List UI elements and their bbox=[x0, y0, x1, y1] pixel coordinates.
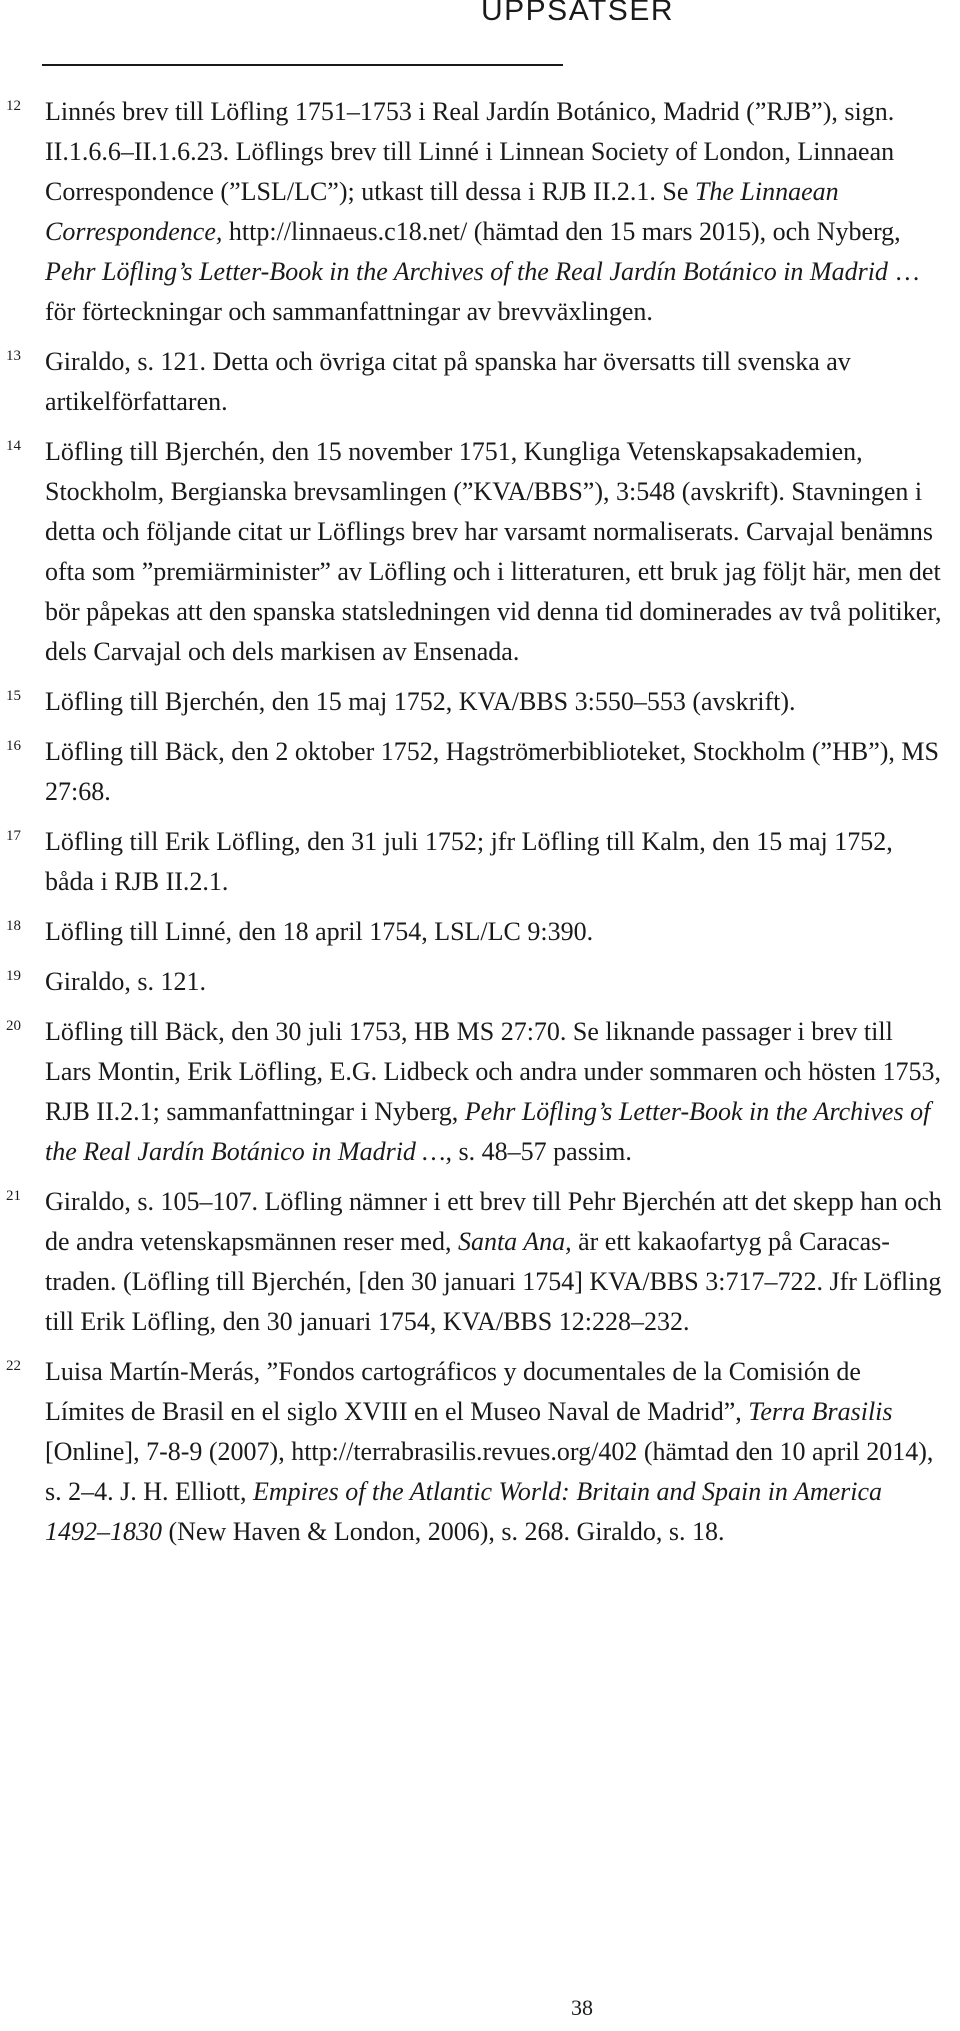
footnote-text-segment: är ett kakaofartyg på Caracas-traden. (Löfling till Bjerchén, [den 30 januari 1754] KVA/BBS 3:717–722. Jfr Löfling till Erik Löfling, den 30 januari 1754, KVA/BBS 12:228–232. bbox=[45, 1227, 942, 1336]
footnote-number: 20 bbox=[6, 1018, 21, 1034]
footnote bbox=[6, 432, 942, 672]
footnote-italic-title: Pehr Löfling’s Letter-Book in the Archives of the Real Jardín Botánico in Madrid …, bbox=[45, 1097, 931, 1166]
footnote-number: 16 bbox=[6, 738, 21, 754]
footnote-text-segment: s. 48–57 passim. bbox=[452, 1137, 632, 1166]
footnote-text-segment: Löfling till Bäck, den 30 juli 1753, HB MS 27:70. Se liknande passager i brev till Lars Montin, Erik Löfling, E.G. Lidbeck och andra under sommaren och hösten 1753, RJB II.2.1; sammanfattningar i Nyberg, bbox=[45, 1017, 942, 1126]
footnote-text bbox=[45, 1352, 942, 1552]
footnote bbox=[6, 1012, 942, 1172]
footnote-italic-title: Santa Ana, bbox=[457, 1227, 572, 1256]
footnote-text bbox=[45, 682, 942, 722]
footnote-text-segment: Löfling till Bjerchén, den 15 november 1751, Kungliga Vetenskapsakademien, Stockholm, Bergianska brevsamlingen (”KVA/BBS”), 3:548 (avskrift). Stavningen i detta och följande citat ur Löflings brev har varsamt normaliserats. Carvajal benämns ofta som ”premiärminister” av Löfling och i litteraturen, ett bruk jag följt här, men det bör påpekas att den spanska statsledningen vid denna tid dominerades av två politiker, dels Carvajal och dels markisen av Ensenada. bbox=[45, 437, 942, 666]
footnote-text-segment: … för förteckningar och sammanfattningar av brevväxlingen. bbox=[45, 257, 921, 326]
footnote-number: 12 bbox=[6, 98, 21, 114]
footnote-number: 18 bbox=[6, 918, 21, 934]
footnote-text bbox=[45, 92, 942, 332]
section-header: UPPSATSER bbox=[481, 0, 674, 27]
footnote-text-segment: Löfling till Linné, den 18 april 1754, LSL/LC 9:390. bbox=[45, 917, 594, 946]
footnote-number: 15 bbox=[6, 688, 21, 704]
footnote bbox=[6, 912, 942, 952]
footnote-text-segment: Linnés brev till Löfling 1751–1753 i Real Jardín Botánico, Madrid (”RJB”), sign. II.1.6.6–II.1.6.23. Löflings brev till Linné i Linnean Society of London, Linnaean Correspondence (”LSL/LC”); utkast till dessa i RJB II.2.1. Se bbox=[45, 97, 895, 206]
footnote-text bbox=[45, 1182, 942, 1342]
footnote-text bbox=[45, 342, 942, 422]
footnote-text-segment: (New Haven & London, 2006), s. 268. Giraldo, s. 18. bbox=[162, 1517, 725, 1546]
footnote-text bbox=[45, 1012, 942, 1172]
footnote-text-segment: Giraldo, s. 121. bbox=[45, 967, 207, 996]
footnote-text-segment: Löfling till Erik Löfling, den 31 juli 1752; jfr Löfling till Kalm, den 15 maj 1752, båda i RJB II.2.1. bbox=[45, 827, 893, 896]
footnote bbox=[6, 962, 942, 1002]
footnote-separator-rule bbox=[42, 64, 563, 66]
footnote-text bbox=[45, 822, 942, 902]
footnote bbox=[6, 1352, 942, 1552]
footnote-text-segment: http://linnaeus.c18.net/ (hämtad den 15 mars 2015), och Nyberg, bbox=[222, 217, 901, 246]
footnote-number: 21 bbox=[6, 1188, 21, 1204]
footnote-text-segment: Luisa Martín-Merás, ”Fondos cartográficos y documentales de la Comisión de Límites de Brasil en el siglo XVIII en el Museo Naval de Madrid”, bbox=[45, 1357, 861, 1426]
footnote-text bbox=[45, 912, 942, 952]
footnote-number: 14 bbox=[6, 438, 21, 454]
footnote-number: 17 bbox=[6, 828, 21, 844]
footnote bbox=[6, 732, 942, 812]
footnote-italic-title: Empires of the Atlantic World: Britain and Spain in America 1492–1830 bbox=[45, 1477, 883, 1546]
footnote-text-segment: Löfling till Bäck, den 2 oktober 1752, Hagströmerbiblioteket, Stockholm (”HB”), MS 27:68. bbox=[45, 737, 939, 806]
footnotes-list bbox=[6, 92, 942, 1562]
footnote bbox=[6, 342, 942, 422]
footnote-number: 13 bbox=[6, 348, 21, 364]
footnote bbox=[6, 822, 942, 902]
footnote-text-segment: Giraldo, s. 105–107. Löfling nämner i ett brev till Pehr Bjerchén att det skepp han och de andra vetenskapsmännen reser med, bbox=[45, 1187, 942, 1256]
footnote-italic-title: Pehr Löfling’s Letter-Book in the Archives of the Real Jardín Botánico in Madrid bbox=[45, 257, 888, 286]
footnote-text bbox=[45, 432, 942, 672]
footnote-text bbox=[45, 962, 942, 1002]
footnote-text bbox=[45, 732, 942, 812]
footnote-italic-title: Terra Brasilis bbox=[748, 1397, 893, 1426]
footnote-number: 22 bbox=[6, 1358, 21, 1374]
footnote-text-segment: Löfling till Bjerchén, den 15 maj 1752, KVA/BBS 3:550–553 (avskrift). bbox=[45, 687, 796, 716]
page-number: 38 bbox=[571, 1995, 593, 2020]
footnote-number: 19 bbox=[6, 968, 21, 984]
footnote-text-segment: Giraldo, s. 121. Detta och övriga citat på spanska har översatts till svenska av artikelförfattaren. bbox=[45, 347, 851, 416]
footnote bbox=[6, 682, 942, 722]
footnote-italic-title: The Linnaean Correspondence, bbox=[45, 177, 839, 246]
footnote bbox=[6, 1182, 942, 1342]
footnote-text-segment: [Online], 7-8-9 (2007), http://terrabrasilis.revues.org/402 (hämtad den 10 april 2014), s. 2–4. J. H. Elliott, bbox=[45, 1437, 934, 1506]
footnote bbox=[6, 92, 942, 332]
